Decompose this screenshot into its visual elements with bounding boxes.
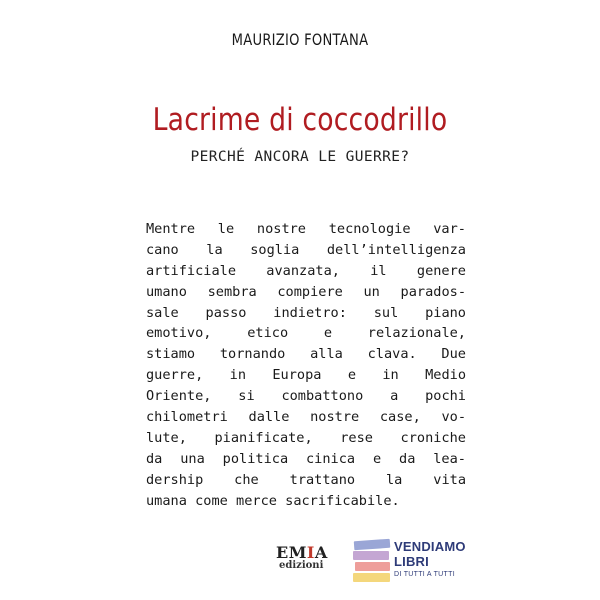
publisher-logo (276, 543, 344, 583)
author-name: MAURIZIO FONTANA (231, 30, 369, 49)
book-subtitle: PERCHÉ ANCORA LE GUERRE? (190, 149, 410, 165)
blurb-line: artificiale avanzata, il genere (146, 262, 466, 279)
blurb-line: dership che trattano la vita (146, 471, 466, 488)
blurb-line: stiamo tornando alla clava. Due (146, 346, 466, 363)
publisher-logo-subtitle: edizioni (279, 560, 324, 571)
blurb-line: umano sembra compiere un parados- (146, 283, 466, 300)
vendiamo-libri-logo (350, 537, 466, 589)
blurb-line: umana come merce sacrificabile. (146, 492, 400, 509)
vendiamo-text: VENDIAMO (394, 539, 466, 554)
book-title: Lacrime di coccodrillo (152, 102, 448, 138)
blurb-line: Mentre le nostre tecnologie var- (146, 221, 466, 237)
blurb-line: sale passo indietro: sul piano (146, 304, 466, 321)
blurb-line: chilometri dalle nostre case, vo- (146, 409, 466, 426)
blurb-line: da una politica cinica e da lea- (146, 450, 466, 467)
blurb-line: cano la soglia dell’intelligenza (146, 241, 466, 258)
libri-text: LIBRI (394, 554, 429, 569)
blurb-line: emotivo, etico e relazionale, (146, 325, 466, 342)
blurb-line: Oriente, si combattono a pochi (146, 388, 466, 405)
book-stack-icon (350, 537, 394, 585)
blurb-line: lute, pianificate, rese croniche (146, 429, 466, 446)
publisher-logo-wordmark: EMIA (276, 543, 328, 562)
blurb-line: guerre, in Europa e in Medio (146, 367, 466, 384)
back-cover-blurb (146, 219, 466, 511)
tagline-text: DI TUTTI A TUTTI (394, 571, 455, 578)
